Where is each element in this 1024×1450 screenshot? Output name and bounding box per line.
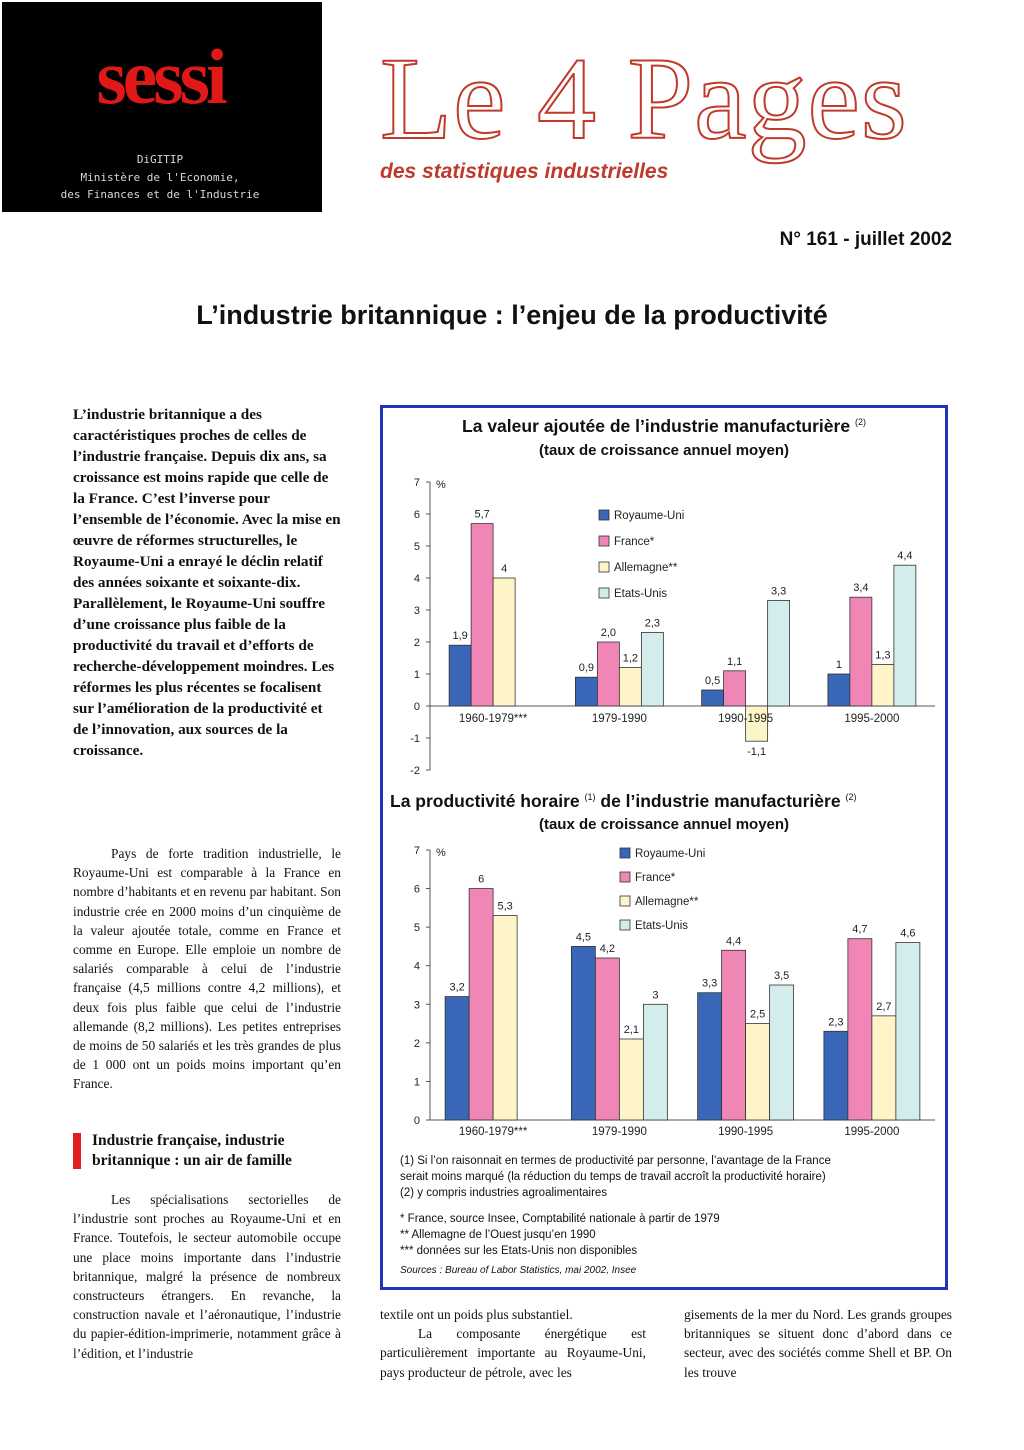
section-title: Industrie française, industrie britannique : un air de famille <box>92 1132 292 1169</box>
bar-1-0 <box>471 524 493 706</box>
bar-0-3 <box>824 1031 848 1120</box>
bar-0-0 <box>445 997 469 1120</box>
y-tick-label: 5 <box>413 922 420 935</box>
legend-swatch <box>620 896 630 906</box>
legend-label: Allemagne** <box>635 896 699 908</box>
data-label: 6 <box>478 873 485 886</box>
data-label: 3,2 <box>449 981 465 994</box>
bar-0-2 <box>702 690 724 706</box>
bar-1-0 <box>469 889 493 1120</box>
y-tick-label: 1 <box>413 669 420 681</box>
y-tick-label: 2 <box>413 1037 420 1050</box>
y-tick-label: 0 <box>413 1115 420 1127</box>
category-label: 1979-1990 <box>591 713 647 725</box>
data-label: 4,5 <box>575 931 592 944</box>
chart-note-1b: serait moins marqué (la réduction du temps de travail accroît la productivité horaire) <box>400 1171 826 1183</box>
body-column-2 <box>380 1305 646 1382</box>
bar-0-1 <box>571 946 595 1120</box>
legend-label: Etats-Unis <box>614 588 668 600</box>
data-label: -1,1 <box>747 746 767 759</box>
legend-swatch <box>599 588 609 598</box>
col2-paragraph <box>380 1324 646 1382</box>
bar-0-3 <box>828 674 850 706</box>
bar-3-1 <box>643 1004 667 1120</box>
y-tick-label: 3 <box>413 999 420 1012</box>
brand-title: Le 4 Pages <box>380 33 908 164</box>
data-label: 2,3 <box>828 1016 844 1029</box>
data-label: 2,3 <box>644 617 661 630</box>
legend-swatch <box>599 510 609 520</box>
category-label: 1990-1995 <box>718 1126 774 1138</box>
bar-2-1 <box>619 1039 643 1120</box>
legend-swatch <box>620 848 630 858</box>
data-label: 4,2 <box>599 943 616 955</box>
chart1-title <box>380 416 948 437</box>
y-tick-label: 7 <box>413 845 420 857</box>
bar-3-3 <box>896 943 920 1120</box>
y-tick-label: 3 <box>413 605 420 617</box>
chart1-title-note: (2) <box>854 417 866 428</box>
chart2-title-text-b: de l’industrie manufacturière <box>600 791 841 811</box>
body-paragraph-1-text: Pays de forte tradition industrielle, le Royaume-Uni est comparable à la France en nombre d’habitants et en revenu par habitant. Son industrie crée en 2000 moins d’un cinquième de la valeur ajoutée totale, comme en France et comme en Europe. Elle emploie un nombre de salariés comparable à celui de l’industrie française (4,5 millions contre 4,2 millions), et deux fois plus faible que celui de l’industrie allemande (8,2 millions). Les petites entreprises de moins de 50 salariés et les très grandes de plus de 1 000 ont un poids moins important qu’en France. <box>73 846 341 1092</box>
chart2-svg <box>383 834 945 1148</box>
bar-1-1 <box>595 958 619 1120</box>
data-label: 5,3 <box>497 900 513 913</box>
org-line-1: DiGITIP <box>136 153 184 166</box>
legend-label: France* <box>614 536 655 548</box>
issue-number: N° 161 - juillet 2002 <box>779 229 952 250</box>
y-tick-label: 4 <box>413 573 420 585</box>
chart-note-3: * France, source Insee, Comptabilité nationale à partir de 1979 <box>400 1213 720 1225</box>
body-paragraph-1 <box>73 844 341 1094</box>
data-label: 1,1 <box>726 655 743 668</box>
sessi-logo: sessi <box>96 33 224 120</box>
col2-paragraph-text: La composante énergétique est particulièrement importante au Royaume-Uni, pays producteur de pétrole, avec les <box>380 1326 646 1380</box>
legend-label: Royaume-Uni <box>635 848 706 860</box>
data-label: 2,7 <box>876 1000 892 1013</box>
bar-2-2 <box>746 1024 770 1120</box>
intro-paragraph: L’industrie britannique a des caractéristiques proches de celles de l’industrie française. Depuis dix ans, sa croissance est moins rapide que celle de la France. C’est l’inverse pour l’ensemble de l’économie. Avec la mise en œuvre de réformes structurelles, le Royaume-Uni a enrayé le déclin relatif des années soixante et soixante-dix. Parallèlement, le Royaume-Uni souffre d’une croissance plus faible de la productivité du travail et d’efforts de recherche-développement moindres. Les réformes les plus récentes se focalisent sur l’amélioration de la productivité et de l’innovation, aux sources de la croissance. <box>73 406 341 759</box>
bar-2-0 <box>493 916 517 1120</box>
org-line-3: des Finances et de l'Industrie <box>60 188 260 201</box>
data-label: 3,5 <box>773 970 790 982</box>
category-label: 1995-2000 <box>844 713 900 725</box>
bar-3-3 <box>894 565 916 706</box>
bar-3-2 <box>768 600 790 706</box>
data-label: 3,3 <box>770 585 787 598</box>
legend-label: Etats-Unis <box>635 920 689 932</box>
chart-note-5: *** données sur les Etats-Unis non disponibles <box>400 1245 638 1257</box>
legend-swatch <box>599 562 609 572</box>
legend-label: Royaume-Uni <box>614 510 685 522</box>
y-tick-label: 6 <box>413 883 420 896</box>
bar-0-1 <box>575 677 597 706</box>
org-line-2: Ministère de l'Economie, <box>80 171 240 184</box>
bar-2-1 <box>619 668 641 706</box>
bar-1-2 <box>722 950 746 1120</box>
y-tick-label: 4 <box>413 960 420 973</box>
bar-1-3 <box>850 597 872 706</box>
chart-note-4: ** Allemagne de l’Ouest jusqu’en 1990 <box>400 1229 596 1241</box>
chart2-subtitle: (taux de croissance annuel moyen) <box>538 816 790 833</box>
legend-swatch <box>620 872 630 882</box>
data-label: 4,4 <box>897 550 913 563</box>
chart1-title-text: La valeur ajoutée de l’industrie manufacturière <box>462 416 851 436</box>
data-label: 4 <box>501 563 508 575</box>
data-label: 5,7 <box>474 508 490 521</box>
chart2-title-text-a: La productivité horaire <box>390 791 580 811</box>
legend-label: Allemagne** <box>614 562 678 574</box>
y-tick-label: 0 <box>413 701 420 713</box>
data-label: 2,0 <box>600 627 617 639</box>
data-label: 1,9 <box>452 630 468 643</box>
article-headline: L’industrie britannique : l’enjeu de la productivité <box>196 300 828 330</box>
category-label: 1979-1990 <box>591 1126 647 1138</box>
data-label: 2,1 <box>623 1024 640 1036</box>
data-label: 1,2 <box>622 652 639 665</box>
legend-swatch <box>620 920 630 930</box>
category-label: 1995-2000 <box>844 1126 900 1138</box>
data-label: 3,3 <box>701 977 718 990</box>
bar-2-3 <box>872 664 894 706</box>
section-marker <box>73 1133 81 1169</box>
chart1-subtitle: (taux de croissance annuel moyen) <box>538 442 790 459</box>
legend-label: France* <box>635 872 676 884</box>
data-label: 4,7 <box>852 923 868 936</box>
data-label: 3 <box>652 989 659 1002</box>
data-label: 2,5 <box>749 1008 766 1021</box>
bar-3-1 <box>641 632 663 706</box>
y-tick-label: -1 <box>410 733 420 745</box>
chart2-title <box>390 791 945 812</box>
data-label: 4,4 <box>725 935 742 948</box>
data-label: 1,3 <box>875 649 891 662</box>
data-label: 0,9 <box>578 662 595 675</box>
body-column-3: gisements de la mer du Nord. Les grands groupes britanniques se situent donc d’abord dans ce secteur, avec des sociétés comme Shell et BP. On les trouve <box>684 1307 952 1380</box>
bar-3-2 <box>770 985 794 1120</box>
chart1-svg <box>383 460 945 790</box>
category-label: 1960-1979*** <box>458 1126 528 1138</box>
y-unit-label: % <box>436 479 446 491</box>
category-label: 1990-1995 <box>718 713 774 725</box>
y-tick-label: 1 <box>413 1076 420 1089</box>
chart-note-1: (1) Si l’on raisonnait en termes de productivité par personne, l’avantage de la France <box>400 1155 831 1167</box>
bar-0-2 <box>698 993 722 1120</box>
category-label: 1960-1979*** <box>458 713 528 725</box>
chart2-title-note-2: (2) <box>845 792 857 803</box>
y-tick-label: 6 <box>413 509 420 521</box>
chart2-title-note-1: (1) <box>584 792 596 803</box>
y-tick-label: 5 <box>413 541 420 553</box>
legend-swatch <box>599 536 609 546</box>
data-label: 3,4 <box>853 582 869 595</box>
body-paragraph-2-text: Les spécialisations sectorielles de l’industrie sont proches au Royaume-Uni et en France. Toutefois, le secteur automobile occupe une place moins importante dans l’industrie britannique, malgré la présence de nombreux constructeurs étrangers. En revanche, la construction navale et l’aéronautique, l’industrie du papier-édition-imprimerie, notamment grâce à l’édition, et l’industrie <box>73 1192 341 1361</box>
y-tick-label: 7 <box>413 477 420 489</box>
bar-1-3 <box>848 939 872 1120</box>
bar-2-3 <box>872 1016 896 1120</box>
bar-0-0 <box>449 645 471 706</box>
bar-2-0 <box>493 578 515 706</box>
chart-sources: Sources : Bureau of Labor Statistics, mai 2002, Insee <box>400 1265 637 1276</box>
chart-note-2: (2) y compris industries agroalimentaires <box>400 1187 608 1199</box>
body-paragraph-2 <box>73 1190 341 1363</box>
bar-1-1 <box>597 642 619 706</box>
brand-subtitle: des statistiques industrielles <box>380 160 669 183</box>
data-label: 4,6 <box>900 927 916 940</box>
bar-1-2 <box>724 671 746 706</box>
col2-line-1: textile ont un poids plus substantiel. <box>380 1307 573 1322</box>
y-unit-label: % <box>436 847 446 859</box>
data-label: 0,5 <box>704 675 721 687</box>
data-label: 1 <box>835 659 842 671</box>
y-tick-label: 2 <box>413 637 420 649</box>
y-tick-label: -2 <box>410 765 420 777</box>
